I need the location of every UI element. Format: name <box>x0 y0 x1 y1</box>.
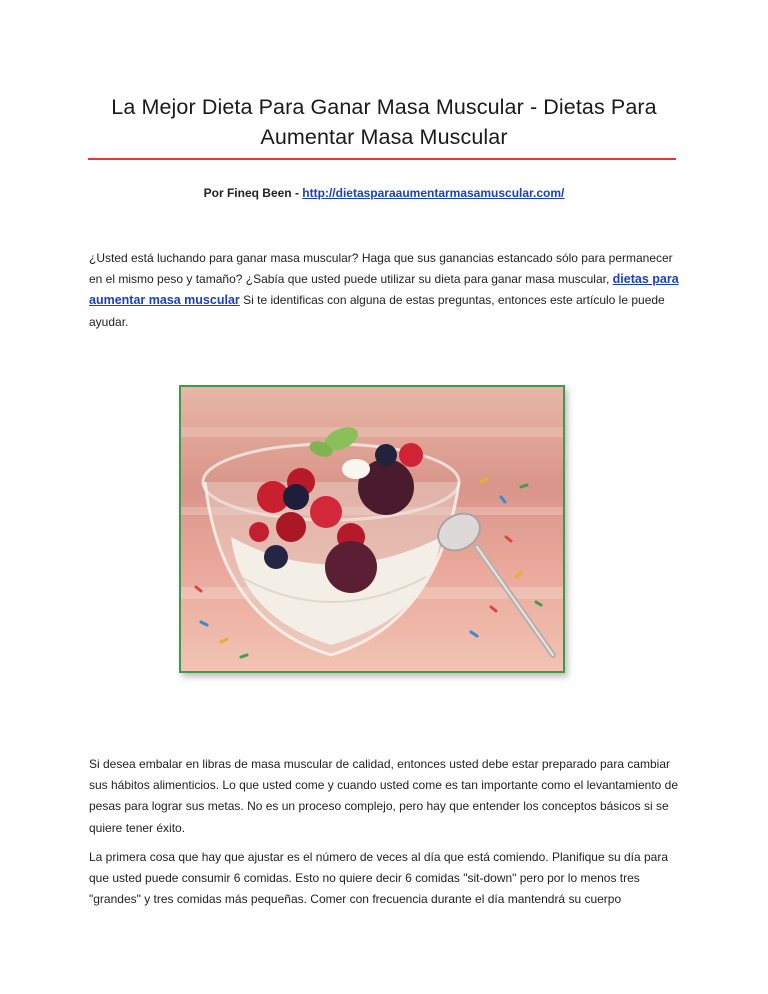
diet-link[interactable]: dietas para aumentar masa muscular <box>89 272 679 308</box>
dessert-photo-image <box>181 387 563 671</box>
byline-author: Por Fineq Been - <box>203 186 303 200</box>
byline-url-link[interactable]: http://dietasparaaumentarmasamuscular.com/ <box>302 186 565 200</box>
title-divider <box>88 158 676 160</box>
body-paragraph-habits: Si desea embalar en libras de masa muscular de calidad, entonces usted debe estar preparado para cambiar sus hábitos alimenticios. Lo que usted come y cuando usted come es tan importante como el levantamiento de pesas para lograr sus metas. No es un proceso complejo, pero hay que entender los conceptos básicos si se quiere tener éxito. <box>89 757 679 835</box>
intro-text-after: Si te identificas con alguna de estas preguntas, entonces este artículo le puede ayudar. <box>89 293 665 329</box>
dessert-illustration <box>181 387 563 671</box>
intro-text-before: ¿Usted está luchando para ganar masa muscular? Haga que sus ganancias estancado sólo para permanecer en el mismo peso y tamaño? ¿Sabía que usted puede utilizar su dieta para ganar masa muscular, <box>89 251 673 287</box>
dessert-photo <box>179 385 565 673</box>
intro-paragraph <box>89 248 679 333</box>
body-paragraph-meals: La primera cosa que hay que ajustar es el número de veces al día que está comiendo. Planifique su día para que usted puede consumir 6 comidas. Esto no quiere decir 6 comidas "sit-down" pero por lo menos tres "grandes" y tres comidas más pequeñas. Comer con frecuencia durante el día mantendrá su cuerpo <box>89 850 669 907</box>
byline <box>0 185 768 201</box>
page-title: La Mejor Dieta Para Ganar Masa Muscular - Dietas Para Aumentar Masa Muscular <box>111 95 657 149</box>
